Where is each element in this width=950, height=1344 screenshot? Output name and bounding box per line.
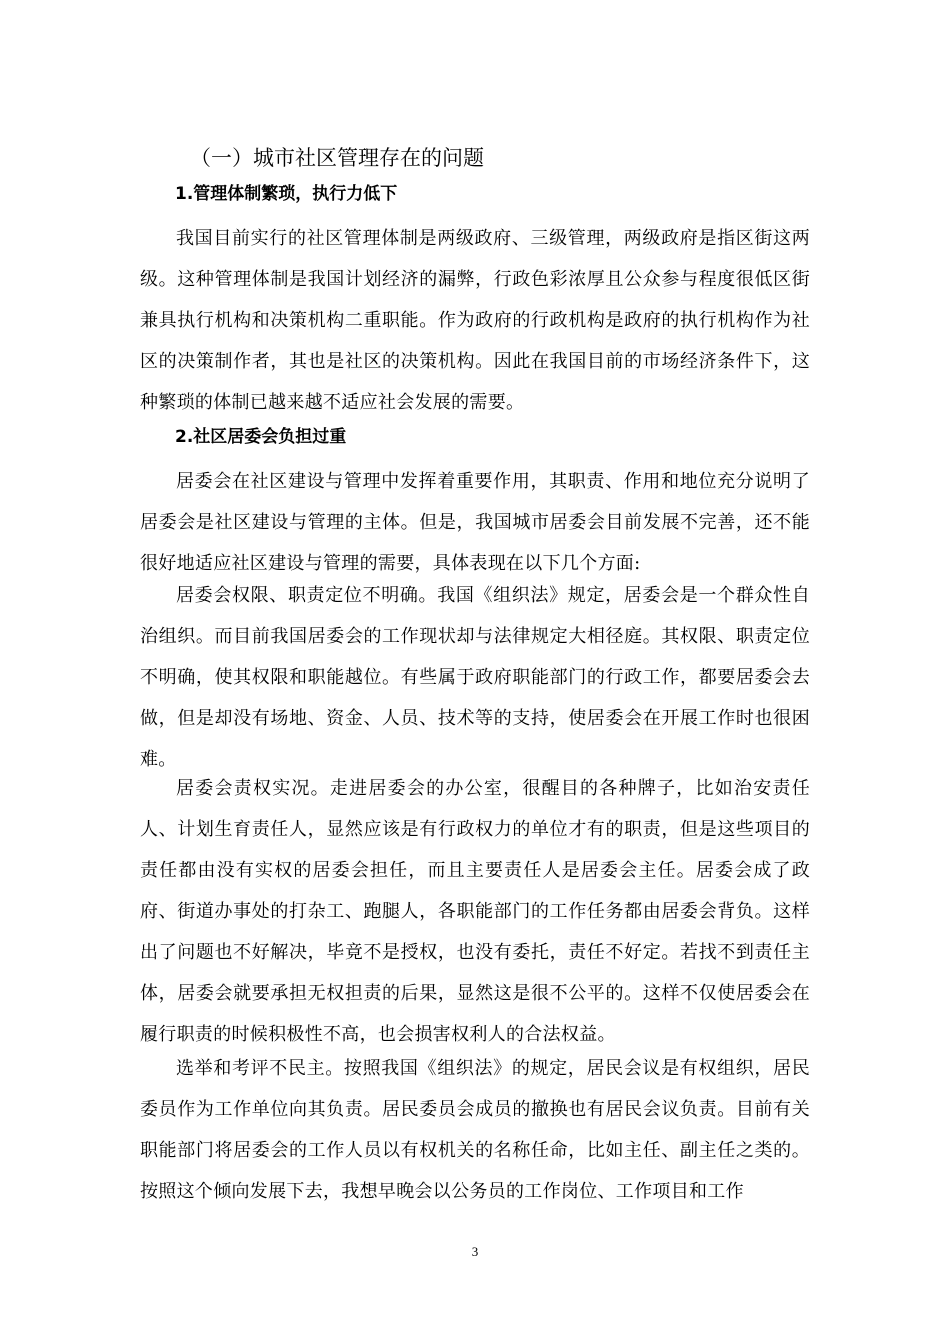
paragraph-management-system: 我国目前实行的社区管理体制是两级政府、三级管理，两级政府是指区街这两级。这种管理体制是我国计划经济的漏弊，行政色彩浓厚且公众参与程度很低区街兼具执行机构和决策机构二重职能。作为政府的行政机构是政府的执行机构作为社区的决策制作者，其也是社区的决策机构。因此在我国目前的市场经济条件下，这种繁琐的体制已越来越不适应社会发展的需要。 (140, 228, 810, 413)
paragraph-authority-unclear: 居委会权限、职责定位不明确。我国《组织法》规定，居委会是一个群众性自治组织。而目前我国居委会的工作现状却与法律规定大相径庭。其权限、职责定位不明确，使其权限和职能越位。有些属于政府职能部门的行政工作，都要居委会去做，但是却没有场地、资金、人员、技术等的支持，使居委会在开展工作时也很困难。 (140, 585, 810, 770)
section-title: （一）城市社区管理存在的问题 (190, 146, 484, 170)
page-number: 3 (471, 1244, 479, 1259)
subsection-title-1: 1.管理体制繁琐，执行力低下 (175, 184, 398, 204)
paragraph-committee-role: 居委会在社区建设与管理中发挥着重要作用，其职责、作用和地位充分说明了居委会是社区建设与管理的主体。但是，我国城市居委会目前发展不完善，还不能很好地适应社区建设与管理的需要，具体表现在以下几个方面: (140, 471, 810, 574)
paragraph-election: 选举和考评不民主。按照我国《组织法》的规定，居民会议是有权组织，居民委员作为工作单位向其负责。居民委员会成员的撤换也有居民会议负责。目前有关职能部门将居委会的工作人员以有权机关的名称任命，比如主任、副主任之类的。按照这个倾向发展下去，我想早晚会以公务员的工作岗位、工作项目和工作 (140, 1058, 810, 1202)
subsection-title-2: 2.社区居委会负担过重 (175, 427, 347, 447)
paragraph-responsibility: 居委会责权实况。走进居委会的办公室，很醒目的各种牌子，比如治安责任人、计划生育责任人，显然应该是有行政权力的单位才有的职责，但是这些项目的责任都由没有实权的居委会担任，而且主要责任人是居委会主任。居委会成了政府、街道办事处的打杂工、跑腿人，各职能部门的工作任务都由居委会背负。这样出了问题也不好解决，毕竟不是授权，也没有委托，责任不好定。若找不到责任主体，居委会就要承担无权担责的后果，显然这是很不公平的。这样不仅使居委会在履行职责的时候积极性不高，也会损害权利人的合法权益。 (140, 778, 810, 1045)
